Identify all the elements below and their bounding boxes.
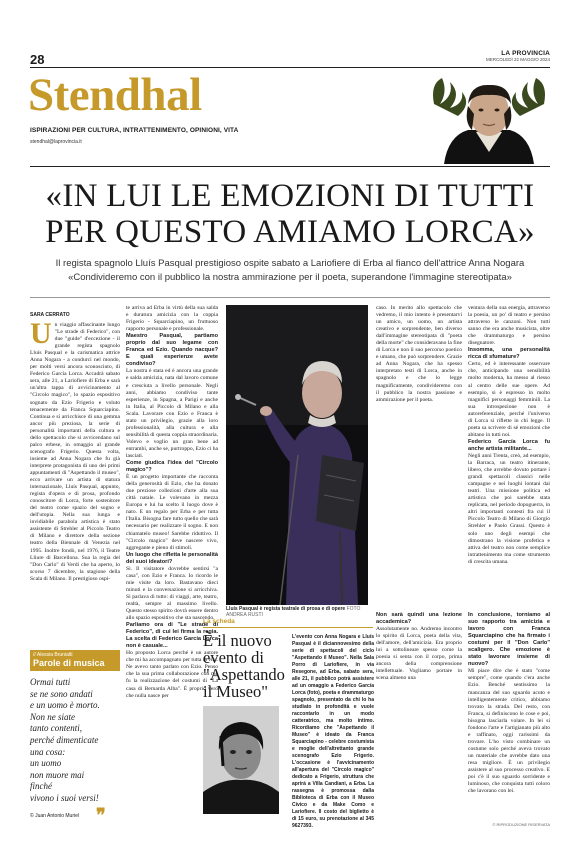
lede-rule — [30, 297, 550, 298]
poem-line: tanto contenti, — [30, 723, 82, 734]
poem-line: Ormai tutti — [30, 677, 71, 687]
sidebar-title: Parole di musica — [30, 658, 120, 671]
article-paragraph: n viaggio affascinante lungo "Le strade di Federico", con due "guide" d'eccezione - il grande regista spagnolo Lluís Pasqual e la carismatica attrice Anna Nogara - a condurci nel mondo, per molti versi ancora sconosciuto, di Federico García Lorca. Accadrà sabato sera, alle 21, a Lariofiere di Erba e sarà un'altra tappa di avvicinamento al "Circolo magico", lo spazio espositivo sognato da Ezio Frigerio e voluto tenacemente da Franca Squarciapino. Continua e si arricchisce di una gemma ancor più preziosa, la serie di personalità importanti della cultura e dello spettacolo che si avvicendano sul palco erbese, in omaggio al grande scenografo Frigerio. Questa volta, insieme ad Anna Nogara che fu già interprete protagonista di uno dei primi appuntamenti di "Aspettando il museo", ecco arrivare un artista di statura internazionale, Lluís Pasqual, appunto, regista d'opera e di prosa, profondo conoscitore di Lorca, forte sostenitore del teatro come spazio del sogno e dell'utopia. Nella sua lunga e invidiabile parabola artistica è stato assistente di Strehler al Piccolo Teatro di Milano e direttore della sezione teatro della Biennale di Venezia nel 1995. Inoltre fondò, nel 1976, il Teatre Lliure di Barcellona. Sua la regia del "Don Carlo" di Verdi che ha aperto, lo scorso 7 dicembre, la stagione della Scala di Milano. Il prestigioso ospi- — [30, 322, 120, 582]
poem-line: un uomo — [30, 758, 62, 769]
info-box-title: È il nuovo evento di "Aspettando il Museo" — [203, 631, 285, 701]
article-paragraph: Certo, ed è interessante osservare che, anticipando una sensibilità molto moderna, ha messo al riesso al centro delle sue opere. Ad esempio, si è espresso in molto magnifici personaggi femminili. La sua introspezione non è autoreferenziale, perché l'universo di Lorca si riflette in chi legge. Il poeta sa scrivere di sé emozioni che abitano in tutti noi. — [468, 361, 550, 438]
standfirst-line-2: «Condivideremo con il pubblico la nostra ammirazione per il poeta, superandone l'immagine stereotipata» — [68, 272, 512, 283]
article-paragraph: Assolutamente no. Andremo incontro lo spirito di Lorca, poeta della vita, dell'amore, dell'amicizia. Era proprio lui a sottolineare spesso come la poesia si senta con il corpo, prima ancora della comprensione intellettuale. Vogliamo portare in scena almeno una — [376, 626, 462, 682]
poem-line: e un uomo è morto. — [30, 700, 100, 711]
interview-question: Parliamo ora di "Le strade di Federico", di cui lei firma la regia. La scelta di Federico García Lorca non è casuale... — [126, 622, 218, 650]
section-subtitle: ISPIRAZIONI PER CULTURA, INTRATTENIMENTO, OPINIONI, VITA — [30, 127, 239, 134]
headline: «IN LUI LE EMOZIONI DI TUTTI PER QUESTO AMIAMO LORCA» — [45, 178, 535, 250]
article-column-4-lower — [468, 612, 550, 822]
article-column-3 — [376, 305, 462, 605]
section-title: Stendhal — [28, 69, 202, 121]
issue-date: MERCOLEDÌ 22 MAGGIO 2024 — [485, 57, 550, 62]
article-paragraph: Ho proposto Lorca perché è un autore che mi ha accompagnato per tutta la vita. Ne avevo tanto parlato con Ezio. Penso che la sua prima collaborazione con me fu la realizzazione del costumi di "La casa di Bernarda Alba". È proprio vero che nulla nasce per — [126, 650, 218, 699]
interview-question: Maestro Pasqual, partiamo proprio dal suo legame con Franca ed Ezio. Quando nacque? E quali esperienze avete condiviso? — [126, 333, 218, 368]
standfirst-line-1: Il regista spagnolo Lluís Pasqual prestigioso ospite sabato a Lariofiere di Erba al fianco dell'attrice Anna Nogara — [55, 258, 525, 269]
article-paragraph: ventura della sua energia, attraverso la poesia, un po' di teatro e persino attraverso le canzoni. Non tutti sanno che era anche musicista, oltre che drammaturgo e persino disegnatore. — [468, 305, 550, 347]
interview-question: Un luogo che rifletta le personalità dei suoi ideatori? — [126, 551, 218, 565]
publication-name: LA PROVINCIA — [501, 50, 550, 57]
interview-question: Come giudica l'idea del "Circolo magico"? — [126, 460, 218, 474]
article-column-4 — [468, 305, 550, 605]
article-column-3-lower — [376, 612, 462, 837]
poem-line: Non ne siate — [30, 711, 75, 722]
stendhal-portrait — [428, 74, 550, 164]
poem-line: non muore mai — [30, 769, 85, 780]
sidebar-author: © Juan Antonio Muriel — [30, 812, 79, 819]
article-paragraph: Sì. Il visitatore dovrebbe sentirsi "a casa", con Ezio e Franca. Io ricordo le mie visite da loro. Bastavano dieci minuti e la conversazione si arricchiva. Si parlava di tutto: di viaggi, arte, teatro, realtà, sempre al massimo livello. Questo stesso spirito dovrà essere dentro allo spazio espositivo che sta nascendo. — [126, 565, 218, 622]
article-paragraph: te arriva ad Erba in virtù della sua salda e duratura amicizia con la coppia Frigerio - Squarciapino, un fruttuoso rapporto personale e professionale. — [126, 305, 218, 333]
article-paragraph: È un progetto importante che racconta della generosità di Ezio, che ha donato due preziose collezioni d'arte alla sua città natale. Le volevano in mezza Europa e lui ha scelto il luogo dove è nato. E un regalo per Erba e per tutta l'Italia. Bisogna fare tutto quello che sarà necessario per realizzare il sogno. E non chiamatelo museo! Sarebbe riduttivo. Il "Circolo magico" deve nascere vivo, aggregante e pieno di stimoli. — [126, 474, 218, 551]
article-column-1 — [30, 312, 120, 642]
info-box-rule — [203, 627, 373, 628]
poem-line: perché dimenticate — [30, 734, 99, 745]
info-box-tag: La scheda — [203, 618, 235, 625]
sidebar-tag: // Alessia Brunialti — [30, 650, 120, 658]
photo-credit: FOTO ANDREA RUSTI — [226, 606, 361, 618]
interview-question: Insomma, una personalità ricca di sfumature? — [468, 347, 550, 361]
drop-cap: U — [30, 317, 52, 350]
article-paragraph: La nostra è stata ed è ancora una grande e salda amicizia, nata dal lavoro comune e cresciuta a livello personale. Negli anni, abbiamo condiviso tante esperienze, in Spagna, a Parigi e anche in Italia, al Piccolo di Milano e alla Scala. Lavorare con Ezio e Franca è stato un privilegio, grazie alla loro professionalità, alla cultura e alla sensibilità di questa coppia straordinaria. Volevo e voglio un gran bene ad entrambi, anche se, purtroppo, Ezio ci ha lasciati. — [126, 368, 218, 459]
interview-question: Non sarà quindi una lezione accademica? — [376, 612, 462, 626]
photo-caption-text: Lluís Pasqual è regista teatrale di prosa e di opere — [226, 606, 346, 612]
poem-line: vivono i suoi versi! — [30, 792, 99, 803]
main-photo — [226, 305, 368, 605]
standfirst — [30, 257, 550, 285]
article-paragraph: caso. In merito allo spettacolo che vedremo, il mio intento è presentarvi un amico, un uomo, un artista creativo e sorprendente, ben diverso dall'immagine stereotipata di "poeta della morte" che consideravano la fine di Lorca e non il suo percorso poetico e umano, che può sorprendere. Grazie ad Anna Nogara, che ha spesso interpretato testi di Lorca, anche in spagnolo e che lo legge magnificamente, condivideremo con il pubblico la nostra passione e ammirazione per il poeta. — [376, 305, 462, 403]
page-number: 28 — [30, 52, 45, 67]
copyright-note: © RIPRODUZIONE RISERVATA — [492, 822, 550, 827]
interview-question: In conclusione, torniamo al suo rapporto tra amicizia e lavoro con Franca Squarciapino che ha firmato i costumi per il "Don Carlo" scaligero. Che emozione è stato lavorare insieme di nuovo? — [468, 612, 550, 668]
poem-line: finché — [30, 781, 52, 792]
section-email: stendhal@laprovincia.it — [30, 139, 82, 145]
info-box — [203, 618, 374, 829]
poem-line: una cosa: — [30, 746, 66, 757]
byline: SARA CERRATO — [30, 312, 70, 318]
masthead — [486, 50, 550, 62]
sidebar-poem — [30, 677, 120, 805]
interview-question: Federico García Lorca fu anche artista militante... — [468, 438, 550, 452]
quote-mark-icon: ❞ — [96, 805, 106, 825]
photo-caption — [226, 606, 368, 618]
info-box-body: L'evento con Anna Nogara e Lluís Pasqual è il diciannovesimo della serie di spettacoli del ciclo "Aspettando il Museo". Nella Sala Porro di Lariofiere, in via Resegone, ad Erba, sabato sera, alle 21, il pubblico potrà assistere ad un omaggio a Federico García Lorca (foto), poeta e drammaturgo spagnolo, presentato da chi lo ha studiato in profondità e vuole raccontarlo in un modo catteratrico, ma molto intimo. Ricordiamo che "Aspettando il Museo" è ideato da Franca Squarciapino - celebre costumista e moglie dell'altrettanto grande scenografo Ezio Frigerio. L'occasione è l'avvicinamento all'apertura del "Circolo magico" dedicato a Frigerio, struttura che aprirà a Villa Candiani, a Erba. La rassegna è promossa dalla Biblioteca di Erba con il Museo Civico e da Make Como e Lariofiere. Il costo del biglietto è di 15 euro, su prenotazione al 345 9627393. — [292, 634, 374, 829]
poem-line: se ne sono andati — [30, 688, 93, 699]
article-paragraph: Negli anni Trenta, creò, ad esempio, la Barraca, un teatro itinerante, libero, che avrebbe dovuto portare i grandi spettacoli classici nelle campagne e nei luoghi lontani dai teatri. Una missione politica ed artistica che poi sarebbe stata replicata, nel periodo dopoguerra, in altri importanti contesti fra cui il Piccolo Teatro di Milano di Giorgio Strehler e Paolo Grassi. Questo è solo uno degli esempi che dimostrano la visione profetica e attiva del teatro non come semplice intrattenimento ma come strumento di crescita umana. — [468, 452, 550, 565]
lorca-portrait — [203, 706, 279, 814]
article-paragraph: Mi piace dire che è stato "come sempre", come quando c'era anche Ezio. Benché sentissimo la mancanza del suo sguardo acuto e intelligentemente critico, abbiamo trovato la strada. Del resto, con Franca, si definiscono le cose e poi, bisogna lasciarla volare. In lei si fondono l'arte e l'artigianato più alto e raffinato, oggi rarissimi da trovare. L'ho visto combinare un costume solo perché aveva trovato un materiale che avrebbe dato una resa migliore. È un privilegio assistere al suo processo creativo. E poi c'è il suo sguardo sorridente e luminoso, che conquista tutti coloro che lavorano con lei. — [468, 668, 550, 795]
top-rule — [30, 67, 550, 68]
section-rule — [30, 166, 550, 167]
music-sidebar — [30, 650, 120, 819]
